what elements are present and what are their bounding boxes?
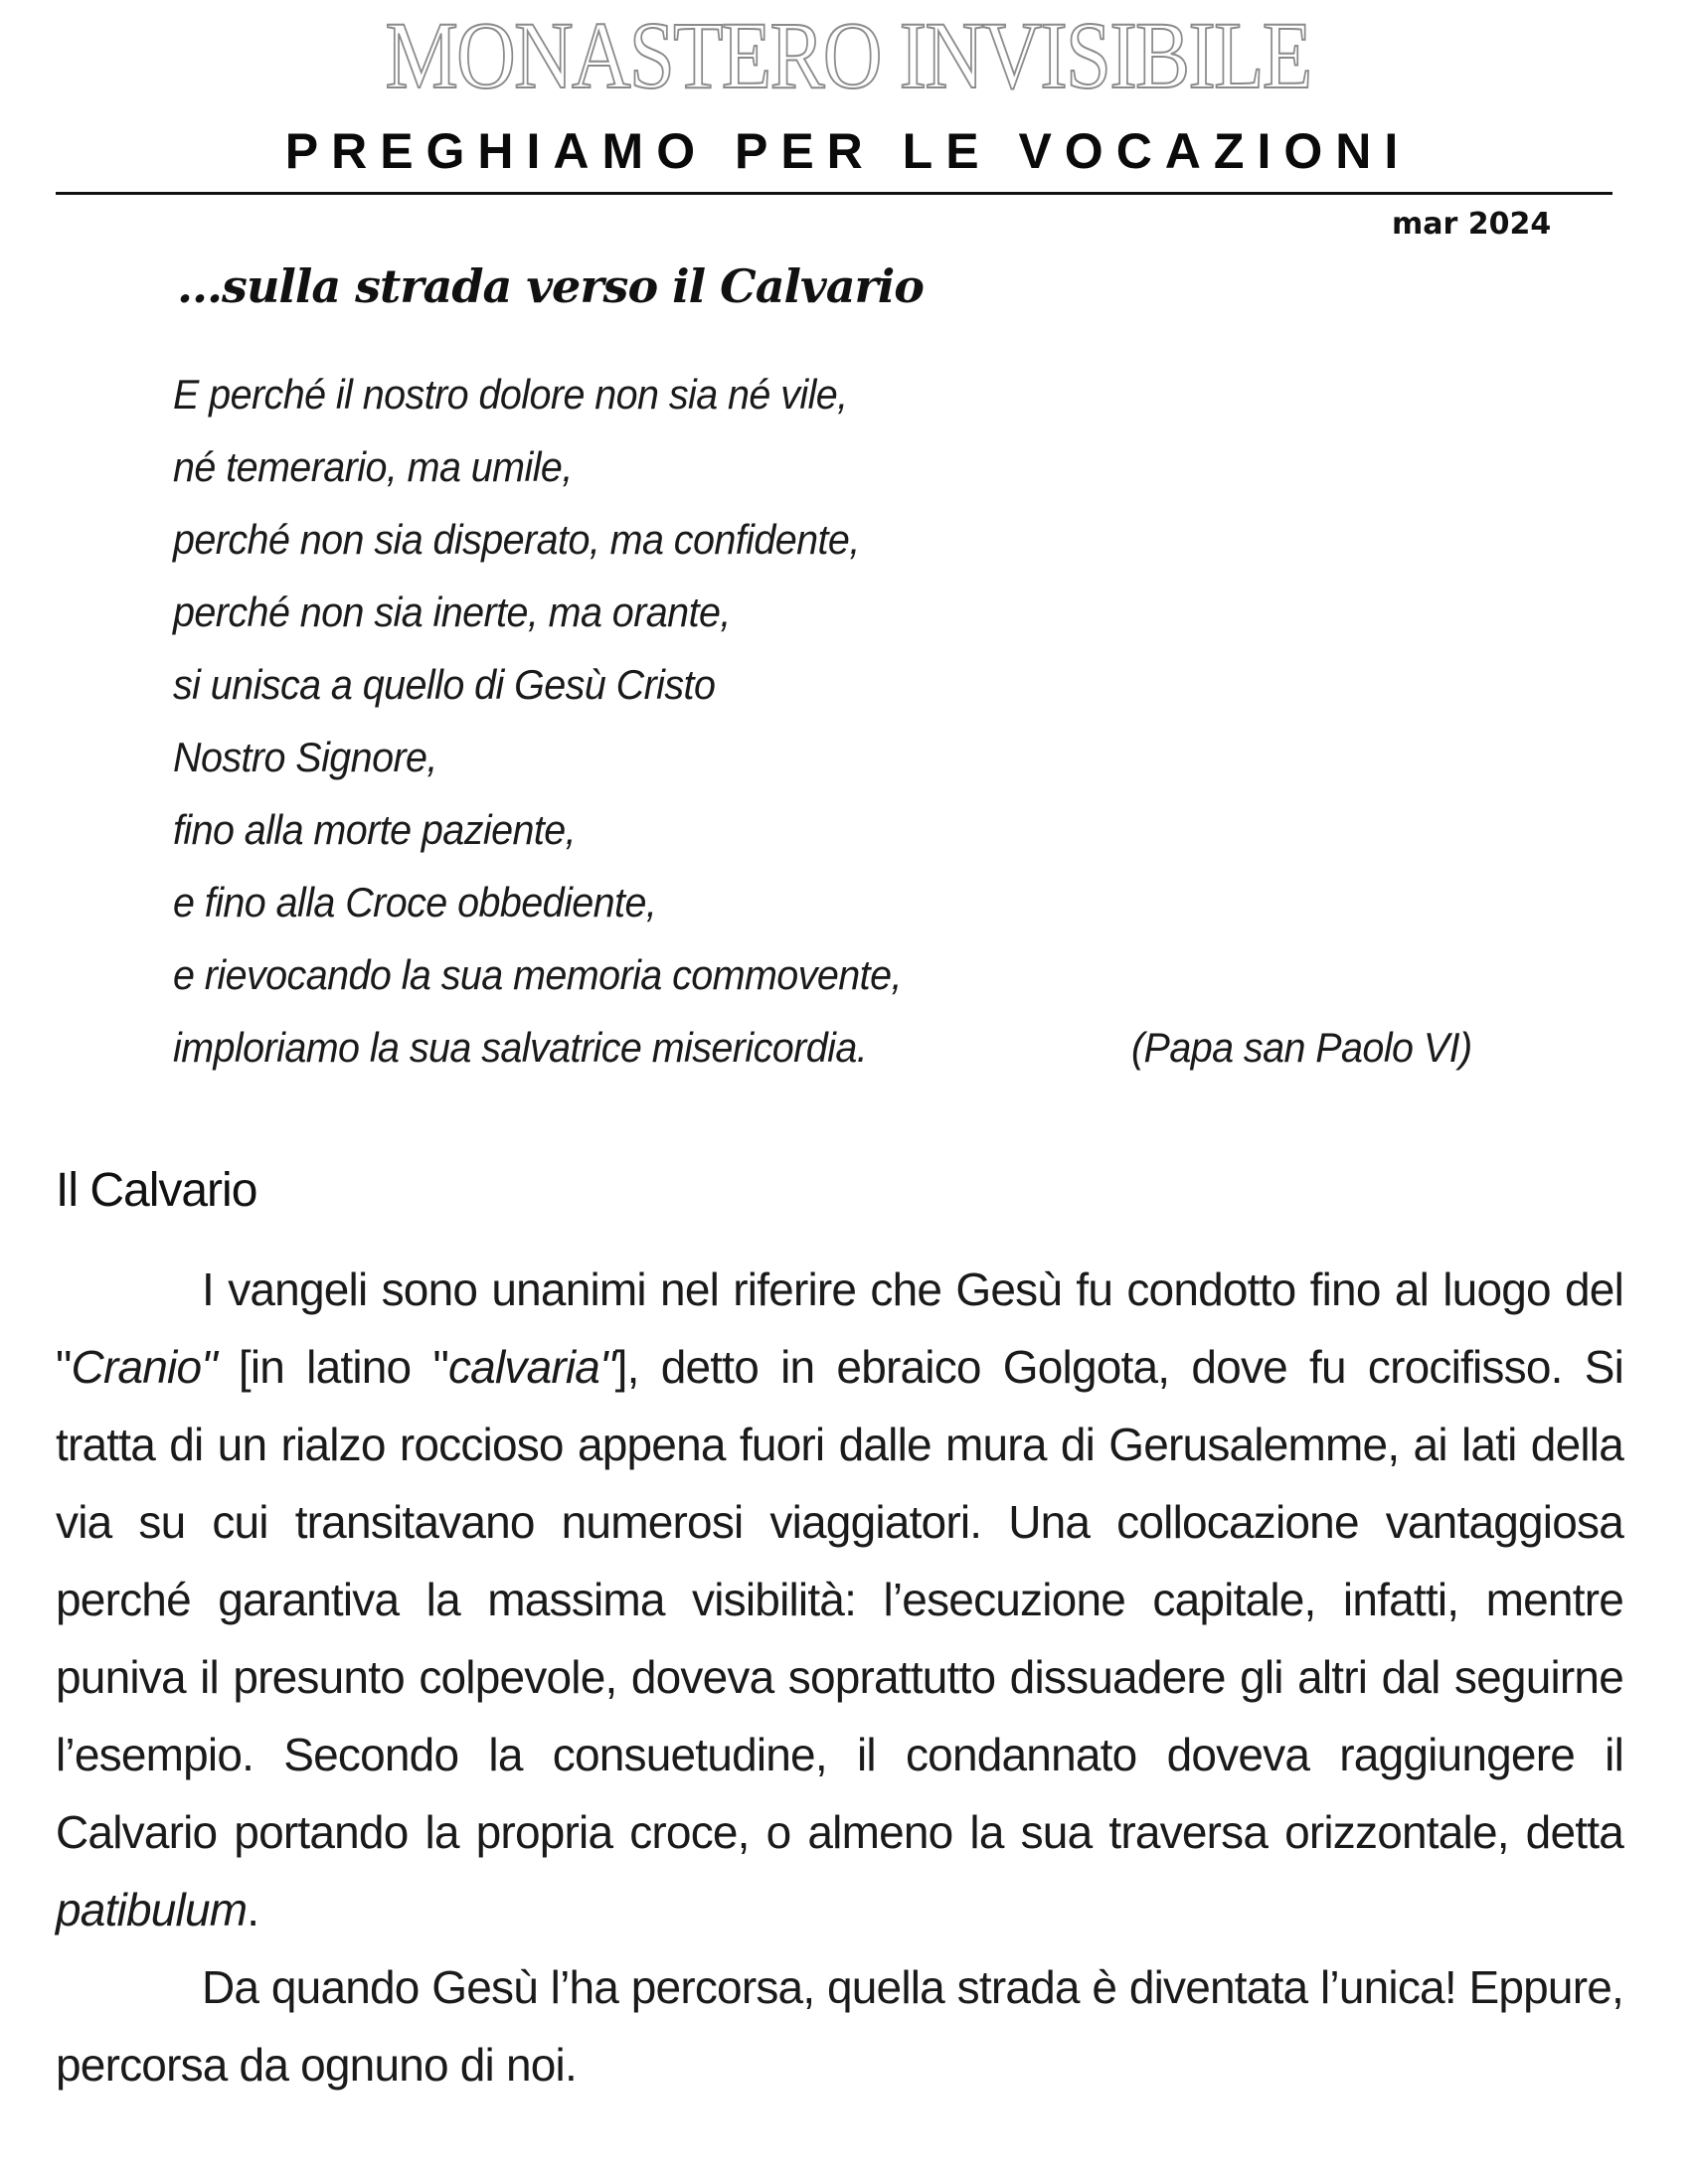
poem-line: fino alla morte paziente, [173, 806, 577, 853]
poem-line-text: imploriamo la sua salvatrice misericordia. [173, 1024, 868, 1071]
paragraph-text: I vangeli sono unanimi nel riferire che Gesù fu condotto fino al luogo del " [56, 1263, 1623, 1393]
article-body [56, 1251, 1623, 2103]
paragraph-text: . [247, 1884, 259, 1935]
article-paragraph [56, 1251, 1623, 1948]
masthead-divider [56, 192, 1612, 195]
poem-line: perché non sia inerte, ma orante, [173, 588, 731, 635]
poem-line: né temerario, ma umile, [173, 443, 573, 490]
masthead-subtitle: PREGHIAMO PER LE VOCAZIONI [284, 123, 1412, 179]
paragraph-text: ], detto in ebraico Golgota, dove fu crocifisso. Si tratta di un rialzo roccioso appena fuori dalle mura di Gerusalemme, ai lati della via su cui transitavano numerosi viaggiatori. Una collocazione vantaggiosa perché garantiva la massima visibilità: l’esecuzione capitale, infatti, mentre puniva il presunto colpevole, doveva soprattutto dissuadere gli altri dal seguirne l’esempio. Secondo la consuetudine, il condannato doveva raggiungere il Calvario portando la propria croce, o almeno la sua traversa orizzontale, detta [56, 1341, 1623, 1858]
poem-line: e rievocando la sua memoria commovente, [173, 951, 902, 998]
poem-line: Nostro Signore, [173, 734, 437, 780]
paragraph-text: Da quando Gesù l’ha percorsa, quella strada è diventata l’unica! Eppure, percorsa da ognuno di noi. [56, 1961, 1623, 2091]
issue-date: mar 2024 [1392, 207, 1552, 242]
poem-line: e fino alla Croce obbediente, [173, 879, 657, 925]
paragraph-text: [in latino " [216, 1341, 448, 1393]
poem-line: si unisca a quello di Gesù Cristo [173, 661, 716, 708]
prayer-poem [173, 358, 1624, 1084]
poem-line: E perché il nostro dolore non sia né vile, [173, 371, 848, 418]
article-heading: Il Calvario [56, 1164, 257, 1217]
paragraph-italic-term: calvaria" [447, 1341, 615, 1393]
prayer-title: ...sulla strada verso il Calvario [177, 259, 924, 313]
poem-line: perché non sia disperato, ma confidente, [173, 516, 860, 563]
paragraph-italic-term: Cranio" [71, 1341, 217, 1393]
masthead-title: MONASTERO INVISIBILE [385, 2, 1311, 108]
article-paragraph [56, 1948, 1623, 2103]
poem-line-last [173, 1011, 1537, 1084]
paragraph-italic-term: patibulum [56, 1884, 248, 1935]
prayer-attribution: (Papa san Paolo VI) [1130, 1024, 1472, 1071]
